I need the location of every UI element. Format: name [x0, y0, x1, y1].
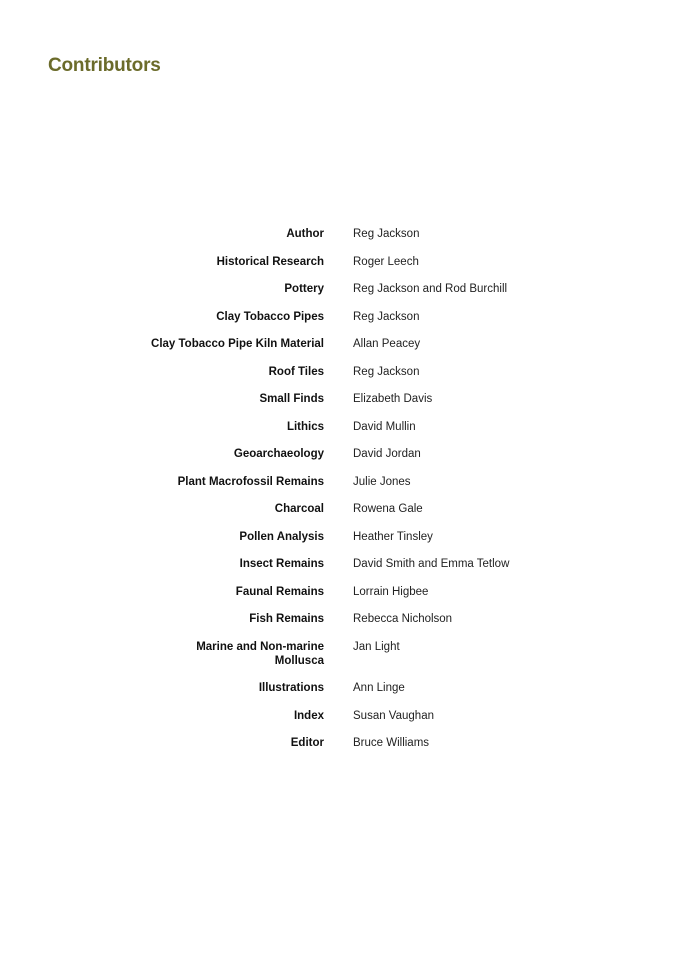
- contributor-role: Index: [293, 709, 324, 722]
- contributor-role: Clay Tobacco Pipes: [216, 310, 324, 323]
- contributor-name: Susan Vaughan: [353, 709, 434, 722]
- contributor-name: David Smith and Emma Tetlow: [353, 558, 510, 570]
- contributor-row: [0, 557, 680, 571]
- contributor-name: Allan Peacey: [353, 338, 421, 350]
- contributor-name: Jan Light: [353, 640, 400, 653]
- contributor-name: Reg Jackson: [353, 228, 420, 240]
- contributor-role: Historical Research: [216, 255, 324, 268]
- contributor-role: Plant Macrofossil Remains: [177, 475, 324, 488]
- contributor-role: Fish Remains: [249, 613, 324, 625]
- contributor-row: [0, 282, 680, 296]
- contributor-row: [0, 502, 680, 516]
- contributor-row: [0, 420, 680, 434]
- contributor-name: Rowena Gale: [353, 503, 423, 515]
- contributor-role: Roof Tiles: [268, 365, 324, 378]
- contributor-role: Pottery: [284, 283, 324, 295]
- contributor-role: Pollen Analysis: [239, 530, 324, 543]
- contributor-row: [0, 337, 680, 351]
- contributor-role: Clay Tobacco Pipe Kiln Material: [151, 338, 324, 350]
- contributor-row: [0, 681, 680, 695]
- contributor-row: [0, 255, 680, 269]
- contributor-row: [0, 640, 680, 668]
- page-title: Contributors: [48, 55, 161, 76]
- contributor-name: David Jordan: [353, 448, 421, 460]
- contributors-list: [0, 227, 680, 764]
- contributor-row: [0, 709, 680, 723]
- contributor-row: [0, 392, 680, 406]
- contributor-role: Small Finds: [259, 393, 324, 405]
- contributor-role: Marine and Non-marine Mollusca: [196, 640, 324, 667]
- contributor-name: Heather Tinsley: [353, 530, 433, 543]
- contributor-role: Illustrations: [258, 682, 324, 694]
- contributor-row: [0, 447, 680, 461]
- contributor-name: Rebecca Nicholson: [353, 613, 453, 625]
- contributor-role: Geoarchaeology: [233, 448, 324, 460]
- contributor-row: [0, 227, 680, 241]
- contributor-role: Author: [286, 228, 324, 240]
- contributor-name: Elizabeth Davis: [353, 393, 433, 405]
- contributor-name: David Mullin: [353, 420, 416, 433]
- contributor-row: [0, 612, 680, 626]
- contributor-name: Reg Jackson and Rod Burchill: [353, 283, 508, 295]
- contributor-row: [0, 310, 680, 324]
- contributor-name: Reg Jackson: [353, 365, 420, 378]
- contributor-name: Julie Jones: [353, 475, 411, 488]
- contributor-row: [0, 365, 680, 379]
- contributor-name: Bruce Williams: [353, 737, 430, 749]
- contributor-row: [0, 736, 680, 750]
- contributor-role: Lithics: [286, 420, 324, 433]
- contributor-row: [0, 530, 680, 544]
- contributor-role: Insect Remains: [239, 558, 324, 570]
- contributor-row: [0, 585, 680, 599]
- contributor-name: Lorrain Higbee: [353, 585, 429, 598]
- contributor-name: Ann Linge: [353, 682, 405, 694]
- contributor-name: Reg Jackson: [353, 310, 420, 323]
- contributor-name: Roger Leech: [353, 255, 419, 268]
- contributor-role: Faunal Remains: [235, 585, 324, 598]
- contributor-role: Editor: [290, 737, 324, 749]
- contributor-role: Charcoal: [274, 503, 324, 515]
- contributor-row: [0, 475, 680, 489]
